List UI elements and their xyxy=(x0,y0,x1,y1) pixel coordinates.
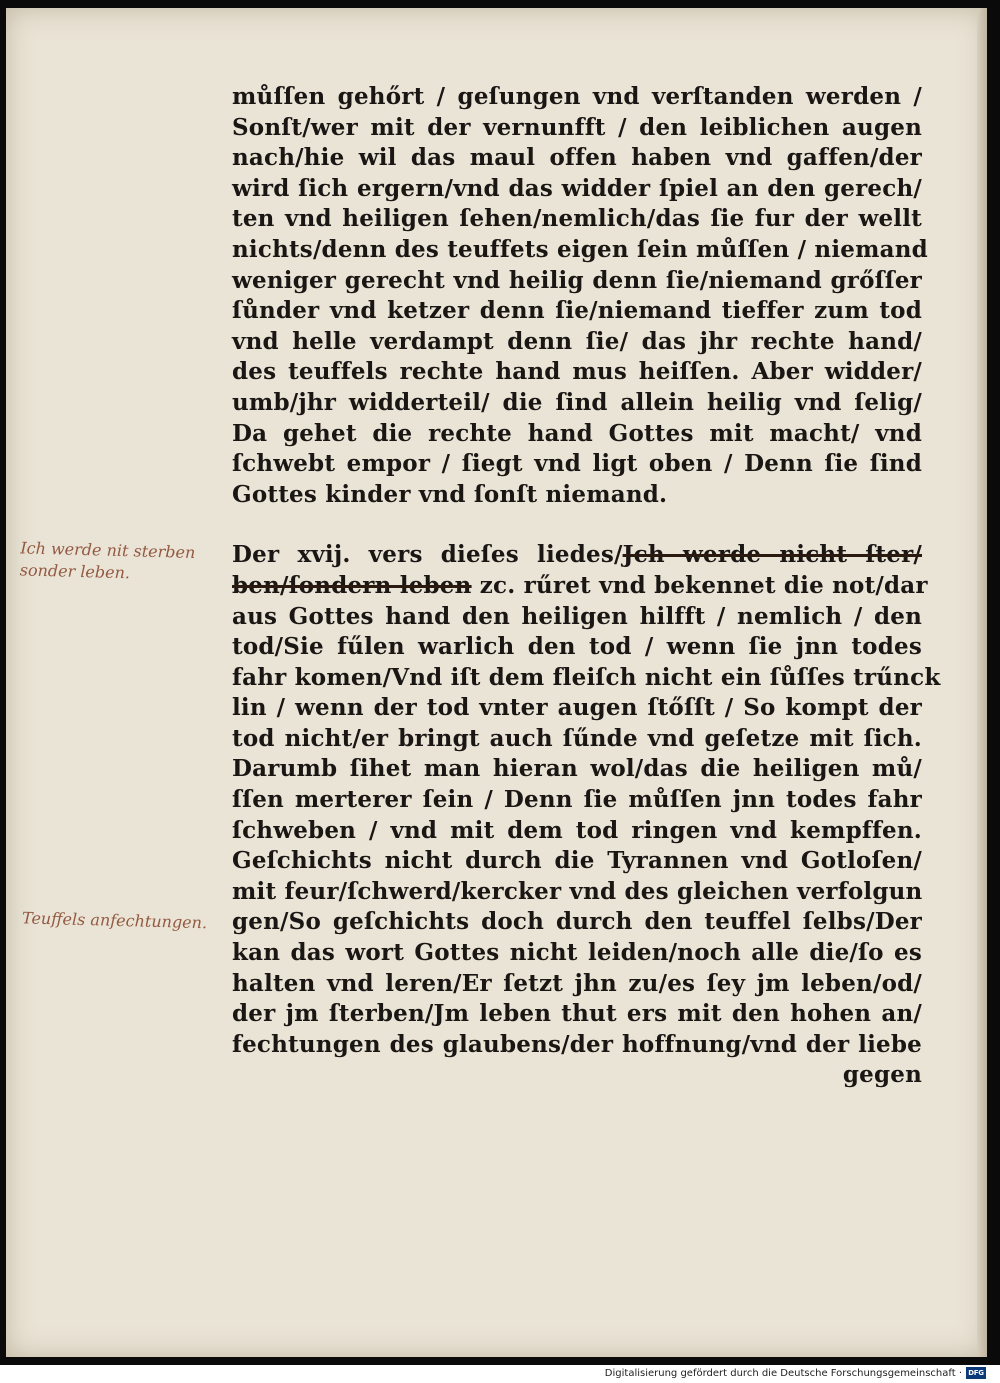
text-line: kan das wort Gottes nicht leiden/noch alle die/ſo es xyxy=(232,939,922,967)
struck-quotation: ben/ſondern leben xyxy=(232,571,472,599)
text-line: gen/So geſchichts doch durch den teuffel ſelbs/Der xyxy=(232,908,922,936)
text-line: des teuffels rechte hand mus heiſſen. Aber widder/ xyxy=(232,358,922,386)
text-line: nichts/denn des teuffets eigen ſein můſſen / niemand xyxy=(232,235,928,263)
text-line xyxy=(232,571,928,602)
text-line: wird ſich ergern/vnd das widder ſpiel an den gerech/ xyxy=(232,174,922,202)
marginal-note: Ich werde nit sterben sonder leben. xyxy=(19,538,196,583)
text-line: der jm ſterben/Jm leben thut ers mit den hohen an/ xyxy=(232,1000,922,1028)
text-line: ſchweben / vnd mit dem tod ringen vnd kempffen. xyxy=(232,816,922,844)
text-line: ſůnder vnd ketzer denn ſie/niemand tieffer zum tod xyxy=(232,297,922,325)
text-line: nach/hie wil das maul offen haben vnd gaffen/der xyxy=(232,144,922,172)
text-line: Darumb ſihet man hieran wol/das die heiligen mů/ xyxy=(232,755,922,783)
dfg-logo-icon: DFG xyxy=(966,1367,986,1379)
text-line: fahr komen/Vnd iſt dem fleiſch nicht ein ſůſſes trűnck xyxy=(232,663,941,691)
text-line: aus Gottes hand den heiligen hilfft / nemlich / den xyxy=(232,602,922,630)
text-line: Gottes kinder vnd ſonſt niemand. xyxy=(232,480,668,508)
catchword: gegen xyxy=(842,1061,922,1089)
page-body-text xyxy=(232,82,941,1091)
text-line: tod nicht/er bringt auch ſűnde vnd geſetze mit ſich. xyxy=(232,724,922,752)
verse-intro: Der xvij. vers dieſes liedes/ xyxy=(232,541,623,569)
text-line: můſſen gehőrt / geſungen vnd verſtanden werden / xyxy=(232,83,922,110)
struck-quotation: Jch werde nicht ſter/ xyxy=(622,541,922,569)
line-continuation: zc. rűret vnd bekennet die not/dar xyxy=(471,571,928,599)
text-line: lin / wenn der tod vnter augen ſtőſſt / So kompt der xyxy=(232,694,922,722)
text-line: vnd helle verdampt denn ſie/ das jhr rechte hand/ xyxy=(232,327,922,355)
text-line: Sonſt/wer mit der vernunfft / den leiblichen augen xyxy=(232,113,922,141)
text-line: ſſen merterer ſein / Denn ſie můſſen jnn todes fahr xyxy=(232,786,922,814)
funding-credit: Digitalisierung gefördert durch die Deutsche Forschungsgemeinschaft · xyxy=(604,1368,962,1379)
text-line-verse-heading xyxy=(232,540,922,571)
text-line: mit feur/ſchwerd/kercker vnd des gleichen verfolgun xyxy=(232,877,923,905)
marginal-note: Teuffels anfechtungen. xyxy=(21,908,208,933)
text-line: halten vnd leren/Er ſetzt jhn zu/es ſey jm leben/od/ xyxy=(232,969,922,997)
text-line: Da gehet die rechte hand Gottes mit macht/ vnd xyxy=(232,419,922,447)
text-line: weniger gerecht vnd heilig denn ſie/niemand grőſſer xyxy=(232,266,922,294)
text-line: fechtungen des glaubens/der hoffnung/vnd der liebe xyxy=(232,1030,922,1058)
text-line: ſchwebt empor / ſiegt vnd ligt oben / Denn ſie ſind xyxy=(232,450,922,478)
text-line: tod/Sie fűlen warlich den tod / wenn ſie jnn todes xyxy=(232,633,922,661)
text-line: ten vnd heiligen ſehen/nemlich/das ſie fur der wellt xyxy=(232,205,922,233)
text-line: Geſchichts nicht durch die Tyrannen vnd Gotloſen/ xyxy=(232,847,922,875)
text-line: umb/jhr widderteil/ die ſind allein heilig vnd ſelig/ xyxy=(232,388,922,416)
